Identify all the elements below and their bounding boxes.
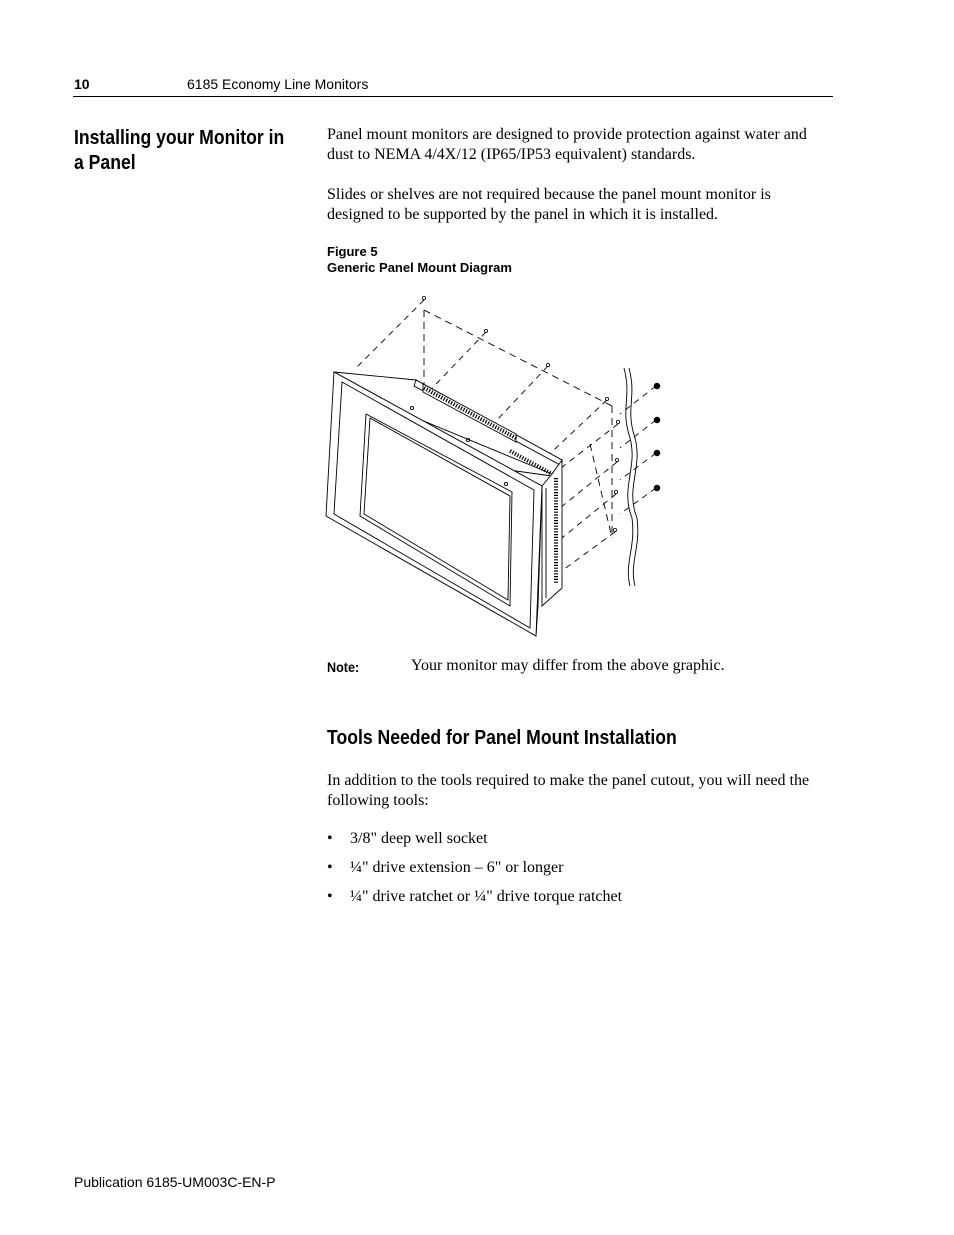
- running-header-title: 6185 Economy Line Monitors: [187, 76, 369, 92]
- list-item: [327, 859, 622, 888]
- tools-intro: In addition to the tools required to make the panel cutout, you will need the following tools:: [327, 772, 810, 809]
- panel-mount-diagram: [320, 288, 670, 640]
- header-rule: [73, 96, 833, 97]
- list-item: [327, 830, 622, 859]
- note-label: Note:: [327, 659, 360, 675]
- bullet-icon: •: [327, 830, 333, 847]
- mounting-nuts: [654, 383, 660, 491]
- list-item-text: ¼" drive ratchet or ¼" drive torque ratchet: [350, 888, 623, 905]
- tools-list: [327, 830, 622, 917]
- section-heading: Installing your Monitor in a Panel: [74, 127, 285, 174]
- list-item: [327, 888, 622, 917]
- subsection-heading: Tools Needed for Panel Mount Installation: [327, 727, 677, 749]
- bullet-icon: •: [327, 888, 333, 905]
- panel-edge: [624, 368, 638, 586]
- monitor-body: [326, 372, 562, 636]
- page-number: 10: [74, 76, 90, 92]
- body-paragraph: Panel mount monitors are designed to provide protection against water and dust to NEMA 4/4X/12 (IP65/IP53 equivalent) standards.: [327, 126, 807, 163]
- bullet-icon: •: [327, 859, 333, 876]
- list-item-text: 3/8" deep well socket: [350, 830, 488, 847]
- publication-footer: Publication 6185-UM003C-EN-P: [74, 1174, 276, 1190]
- note-text: Your monitor may differ from the above graphic.: [411, 657, 725, 674]
- body-paragraph: Slides or shelves are not required because the panel mount monitor is designed to be supported by the panel in which it is installed.: [327, 186, 771, 223]
- figure-title: Generic Panel Mount Diagram: [327, 260, 512, 275]
- figure-caption: [327, 244, 512, 276]
- list-item-text: ¼" drive extension – 6" or longer: [350, 859, 564, 876]
- figure-number: Figure 5: [327, 244, 378, 259]
